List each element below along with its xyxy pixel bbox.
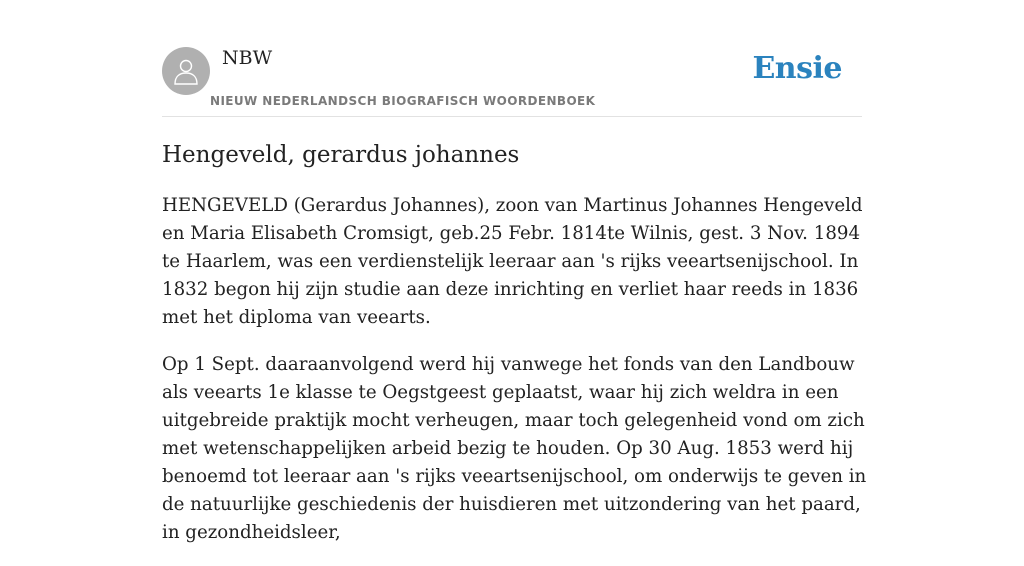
paragraph: HENGEVELD (Gerardus Johannes), zoon van Martinus Johannes Hengeveld en Maria Elisabeth Cromsigt, geb.25 Febr. 1814te Wilnis, gest. 3 Nov. 1894 te Haarlem, was een verdienstelijk leeraar aan 's rijks veeartsenijschool. In 1832 begon hij zijn studie aan deze inrichting en verliet haar reeds in 1836 met het diploma van veearts. — [162, 195, 863, 328]
brand-logo[interactable]: Ensie — [752, 51, 842, 86]
author-subtitle: NIEUW NEDERLANDSCH BIOGRAFISCH WOORDENBOEK — [210, 94, 596, 108]
page-title: Hengeveld, gerardus johannes — [162, 142, 520, 168]
author-header — [162, 0, 862, 117]
paragraph: Op 1 Sept. daaraanvolgend werd hij vanwege het fonds van den Landbouw als veearts 1e klasse te Oegstgeest geplaatst, waar hij zich weldra in een uitgebreide praktijk mocht verheugen, maar toch gelegenheid vond om zich met wetenschappelijken arbeid bezig te houden. Op 30 Aug. 1853 werd hij benoemd tot leeraar aan 's rijks veeartsenijschool, om onderwijs te geven in de natuurlijke geschiedenis der huisdieren met uitzondering van het paard, in gezondheidsleer, — [162, 354, 867, 543]
author-name[interactable]: NBW — [222, 47, 273, 69]
user-placeholder-icon — [173, 57, 199, 85]
article-body — [162, 192, 867, 566]
avatar[interactable] — [162, 47, 210, 95]
